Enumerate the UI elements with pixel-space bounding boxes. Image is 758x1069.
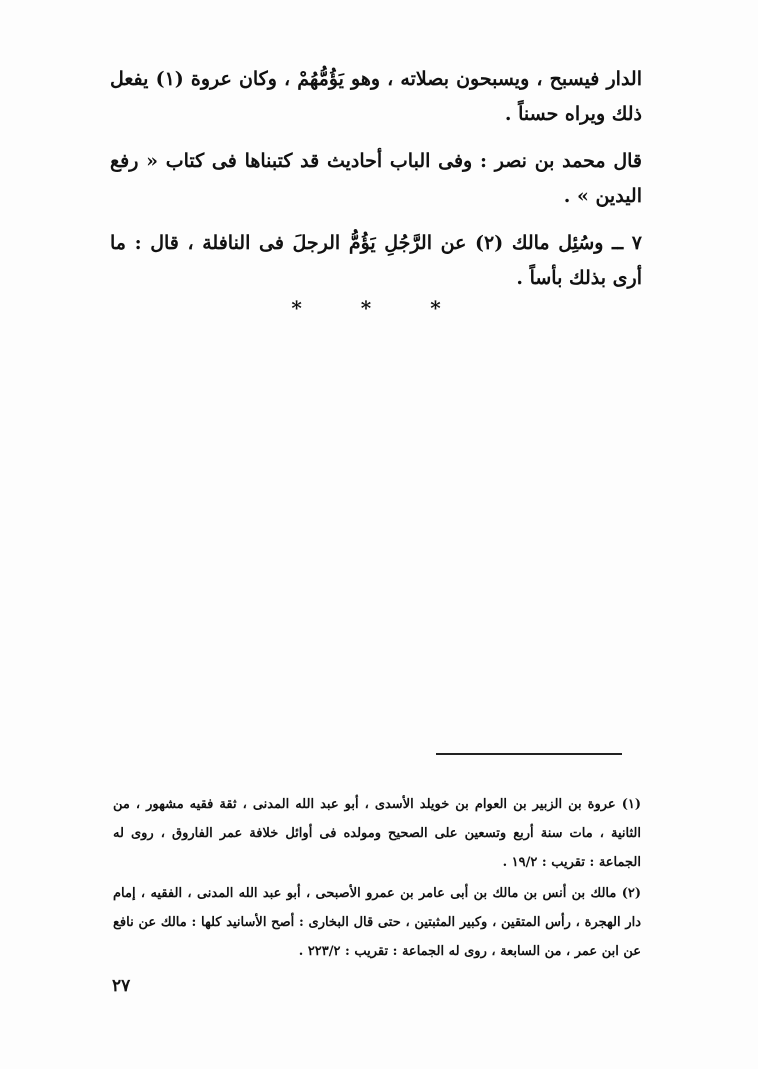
footnote-1: (١) عروة بن الزبير بن العوام بن خويلد الأسدى ، أبو عبد الله المدنى ، ثقة فقيه مشهور ، من الثانية ، مات سنة أربع وتسعين على الصحيح ومولده فى أوائل خلافة عمر الفاروق ، روى له الجماعة : تقريب : ١٩/٢ . — [113, 797, 641, 870]
main-paragraph-2: قال محمد بن نصر : وفى الباب أحاديث قد كتبناها فى كتاب « رفع اليدين » . — [110, 150, 642, 207]
main-paragraph-1: الدار فيسبح ، ويسبحون بصلاته ، وهو يَؤُمُّهُمْ ، وكان عروة (١) يفعل ذلك ويراه حسناً . — [110, 68, 642, 125]
page-number: ٢٧ — [112, 976, 131, 996]
footnotes-block — [113, 790, 641, 968]
section-ornament: * * * — [291, 296, 467, 320]
main-text-block — [110, 62, 642, 308]
footnote-separator-rule — [436, 753, 622, 755]
footnote-2: (٢) مالك بن أنس بن مالك بن أبى عامر بن عمرو الأصبحى ، أبو عبد الله المدنى ، الفقيه ، إمام دار الهجرة ، رأس المتقين ، وكبير المثبتين ، حتى قال البخارى : أصح الأسانيد كلها : مالك عن نافع عن ابن عمر ، من السابعة ، روى له الجماعة : تقريب : ٢٢٣/٢ . — [113, 886, 641, 959]
main-paragraph-3: ٧ ــ وسُئِل مالك (٢) عن الرَّجُلِ يَؤُمُّ الرجلَ فى النافلة ، قال : ما أرى بذلك بأساً . — [110, 232, 642, 289]
